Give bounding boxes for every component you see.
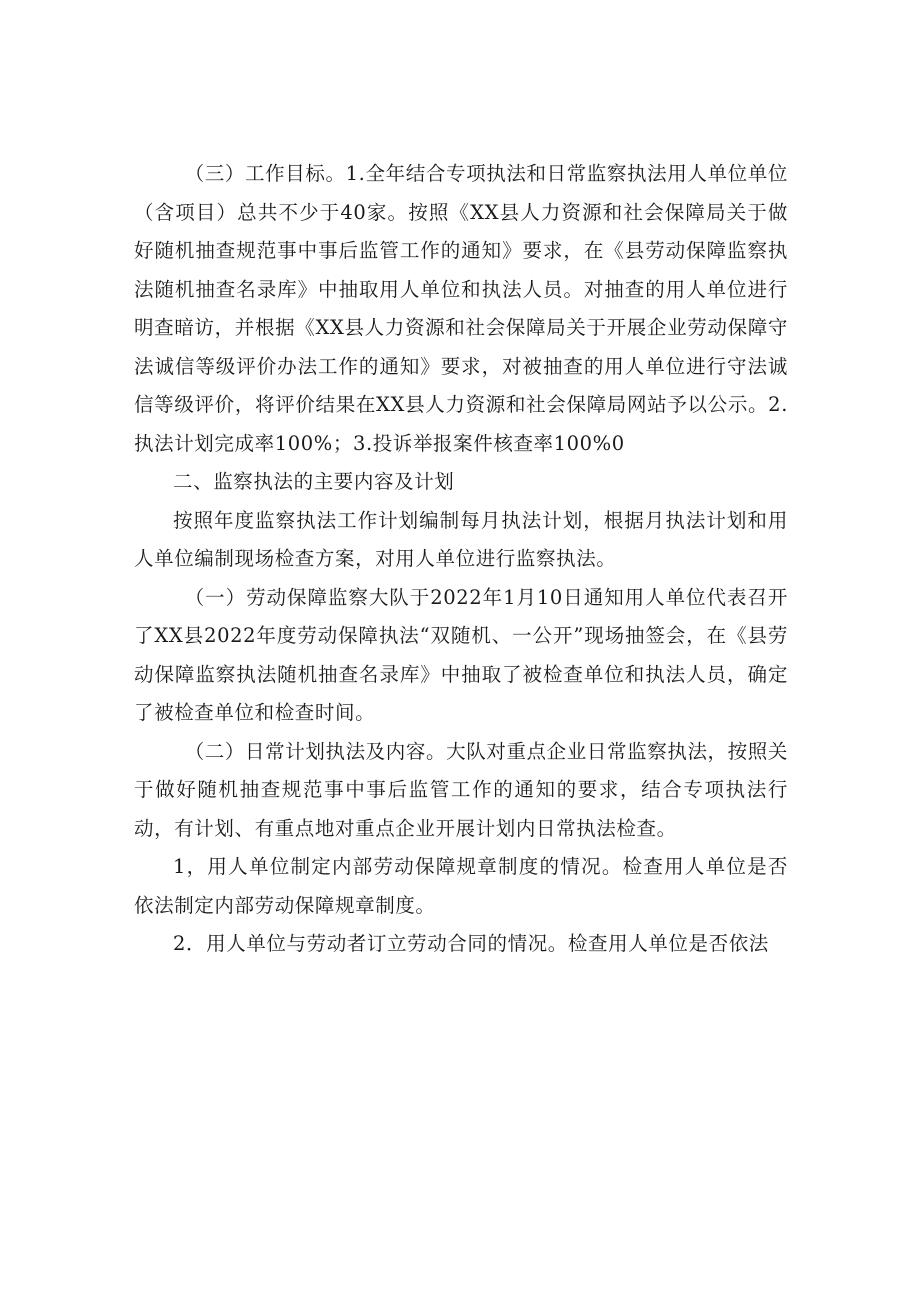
paragraph-lottery-meeting: （一）劳动保障监察大队于2022年1月10日通知用人单位代表召开了XX县2022年度劳动保障执法“双随机、一公开”现场抽签会，在《县劳动保障监察执法随机抽查名录库》中抽取了被检查单位和执法人员，确定了被检查单位和检查时间。 xyxy=(134,585,788,724)
paragraph-daily-enforcement: （二）日常计划执法及内容。大队对重点企业日常监察执法，按照关于做好随机抽查规范事中事后监管工作的通知的要求，结合专项执法行动，有计划、有重点地对重点企业开展计划内日常执法检查。 xyxy=(134,739,788,840)
document-body xyxy=(134,155,788,964)
paragraph-work-goals: （三）工作目标。1.全年结合专项执法和日常监察执法用人单位单位（含项目）总共不少于40家。按照《XX县人力资源和社会保障局关于做好随机抽查规范事中事后监管工作的通知》要求，在《县劳动保障监察执法随机抽查名录库》中抽取用人单位和执法人员。对抽查的用人单位进行明查暗访，并根据《XX县人力资源和社会保障局关于开展企业劳动保障守法诚信等级评价办法工作的通知》要求，对被抽查的用人单位进行守法诚信等级评价，将评价结果在XX县人力资源和社会保障局网站予以公示。2.执法计划完成率100%；3.投诉举报案件核查率100%0 xyxy=(134,162,788,455)
paragraph-monthly-plan: 按照年度监察执法工作计划编制每月执法计划，根据月执法计划和用人单位编制现场检查方案，对用人单位进行监察执法。 xyxy=(134,508,788,570)
list-item-1: 1，用人单位制定内部劳动保障规章制度的情况。检查用人单位是否依法制定内部劳动保障规章制度。 xyxy=(134,855,788,917)
list-item-2: 2．用人单位与劳动者订立劳动合同的情况。检查用人单位是否依法 xyxy=(173,932,769,955)
section-heading: 二、监察执法的主要内容及计划 xyxy=(173,470,455,493)
